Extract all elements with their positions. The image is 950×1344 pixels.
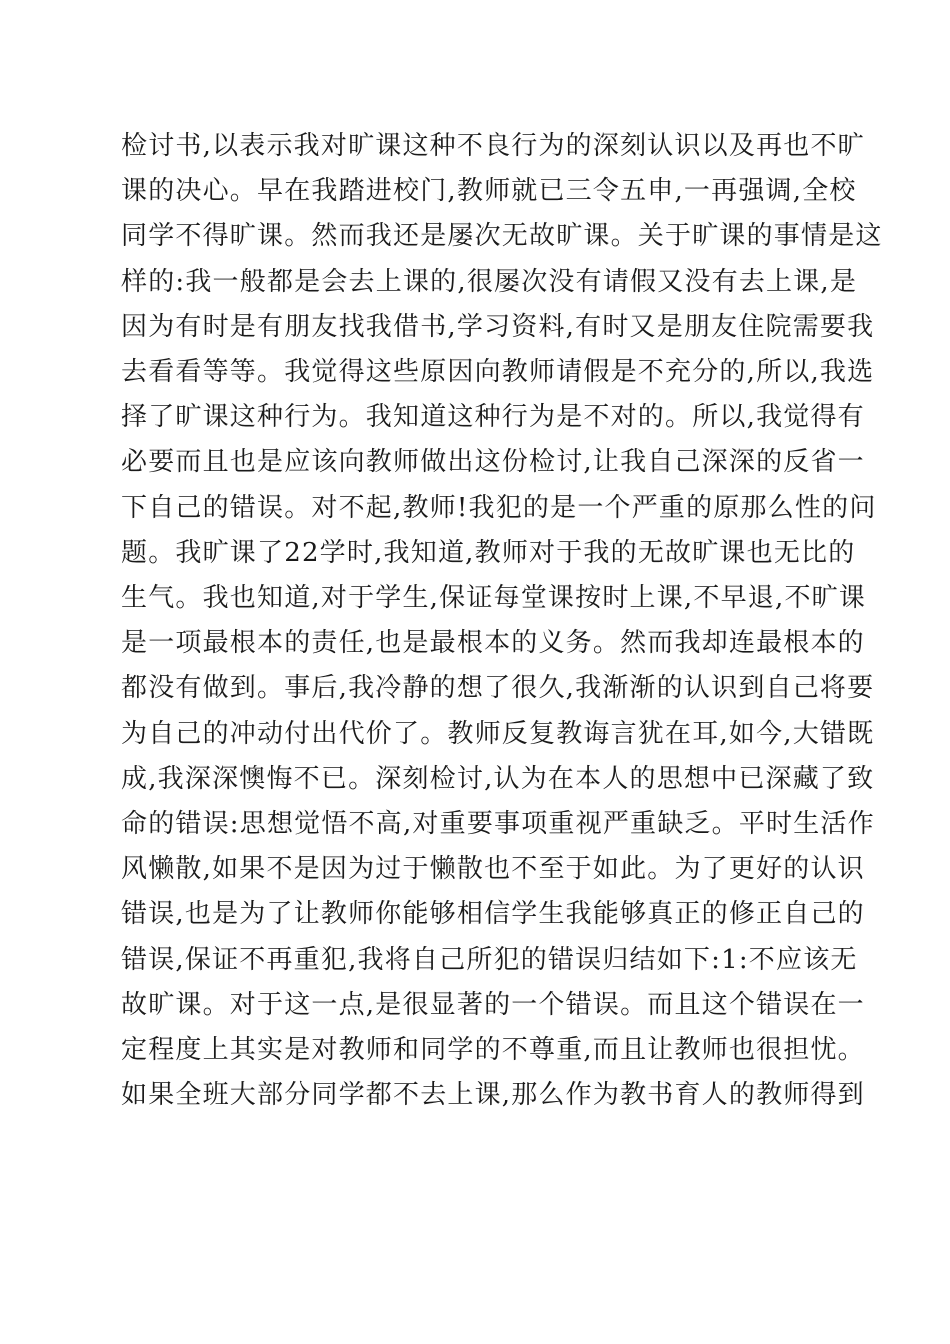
text-line: 故旷课。对于这一点,是很显著的一个错误。而且这个错误在一 [121,989,865,1020]
text-line: 题。我旷课了22学时,我知道,教师对于我的无故旷课也无比的 [121,537,856,568]
text-line: 去看看等等。我觉得这些原因向教师请假是不充分的,所以,我选 [121,357,875,388]
text-line: 命的错误:思想觉悟不高,对重要事项重视严重缺乏。平时生活作 [121,809,875,840]
text-line: 生气。我也知道,对于学生,保证每堂课按时上课,不早退,不旷课 [121,583,867,614]
text-line: 同学不得旷课。然而我还是屡次无故旷课。关于旷课的事情是这 [121,221,883,252]
text-line: 错误,保证不再重犯,我将自己所犯的错误归结如下:1:不应该无 [121,944,858,975]
text-line: 下自己的错误。对不起,教师!我犯的是一个严重的原那么性的问 [121,492,877,523]
body-text [121,124,883,1118]
text-line: 错误,也是为了让教师你能够相信学生我能够真正的修正自己的 [121,899,865,930]
text-line: 样的:我一般都是会去上课的,很屡次没有请假又没有去上课,是 [121,266,858,297]
text-line: 是一项最根本的责任,也是最根本的义务。然而我却连最根本的 [121,628,865,659]
text-line: 都没有做到。事后,我冷静的想了很久,我渐渐的认识到自己将要 [121,673,875,704]
text-line: 为自己的冲动付出代价了。教师反复教诲言犹在耳,如今,大错既 [121,718,875,749]
text-line: 检讨书,以表示我对旷课这种不良行为的深刻认识以及再也不旷 [121,131,865,161]
text-line: 成,我深深懊悔不已。深刻检讨,认为在本人的思想中已深藏了致 [121,763,875,794]
text-line: 课的决心。早在我踏进校门,教师就已三令五申,一再强调,全校 [121,176,857,207]
text-line: 择了旷课这种行为。我知道这种行为是不对的。所以,我觉得有 [121,402,865,433]
text-line: 必要而且也是应该向教师做出这份检讨,让我自己深深的反省一 [121,447,865,478]
text-line: 如果全班大部分同学都不去上课,那么作为教书育人的教师得到 [121,1080,865,1111]
text-line: 风懒散,如果不是因为过于懒散也不至于如此。为了更好的认识 [121,854,865,885]
text-line: 定程度上其实是对教师和同学的不尊重,而且让教师也很担忧。 [121,1035,865,1066]
text-line: 因为有时是有朋友找我借书,学习资料,有时又是朋友住院需要我 [121,311,875,342]
